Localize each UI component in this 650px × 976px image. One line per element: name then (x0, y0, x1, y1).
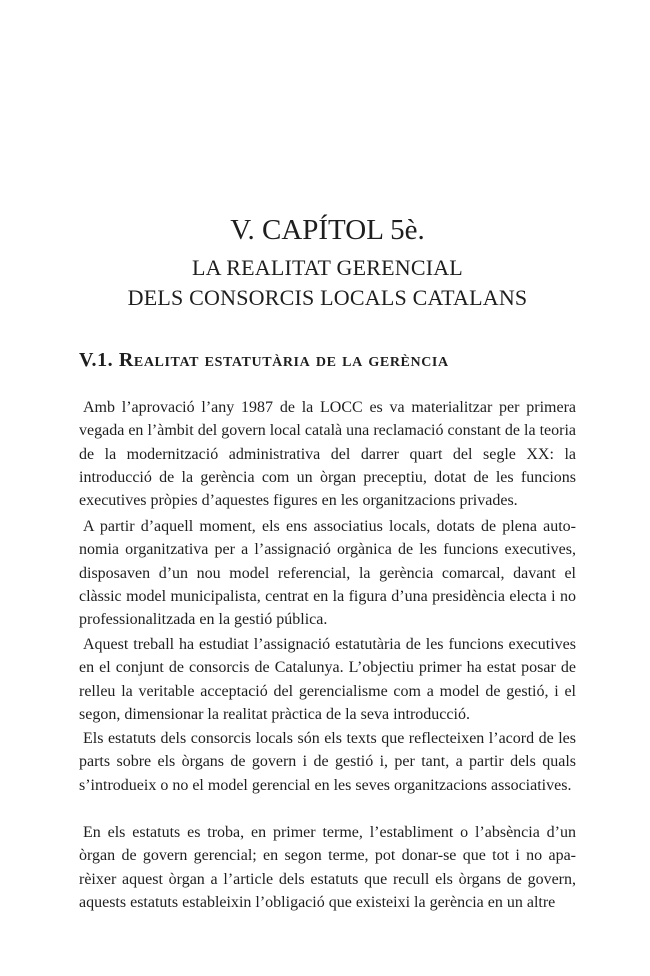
body-paragraph: En els estatuts es troba, en primer terme, l’establiment o l’absència d’un òrgan de govern gerencial; en segon terme, pot donar-se que tot i no aparèixer aquest òrgan a l’article dels estatuts que recull els òrgans de govern, aquests estatuts estableixin l’obligació que existeixi la gerència en un altre (79, 824, 576, 911)
body-paragraph: Aquest treball ha estudiat l’assignació estatutària de les funcions executives en el conjunt de consorcis de Catalunya. L’objectiu primer ha estat posar de relleu la veritable acceptació del gerencialisme com a model de gestió, i el segon, dimensionar la realitat pràctica de la seva introducció. (79, 636, 576, 723)
chapter-subtitle-line-1: LA REALITAT GERENCIAL (192, 255, 463, 280)
chapter-subtitle-line-2: DELS CONSORCIS LOCALS CATALANS (127, 285, 528, 310)
chapter-title: V. CAPÍTOL 5è. (230, 214, 425, 246)
section-heading: V.1. Realitat estatutària de la gerència (79, 349, 449, 371)
body-paragraph: Amb l’aprovació l’any 1987 de la LOCC es va materialitzar per primera vegada en l’àmbit del govern local català una reclamació constant de la teoria de la modernització administrativa del darrer quart del segle XX: la introducció de la gerència com un òrgan preceptiu, dotat de les funcions executives pròpies d’aquestes figures en les organitzacions privades. (79, 399, 576, 510)
body-paragraph: Els estatuts dels consorcis locals són els texts que reflecteixen l’acord de les parts sobre els òrgans de govern i de gestió i, per tant, a partir dels quals s’introdueix o no el model gerencial en les seves organitzacions associatives. (79, 730, 576, 794)
body-paragraph: A partir d’aquell moment, els ens associatius locals, dotats de plena autonomia organitzativa per a l’assignació orgànica de les funcions executives, disposaven d’un nou model referencial, la gerència comarcal, davant el clàssic model municipalista, centrat en la figura d’una presidència electa i no professionalitzada en la gestió pública. (79, 518, 576, 629)
